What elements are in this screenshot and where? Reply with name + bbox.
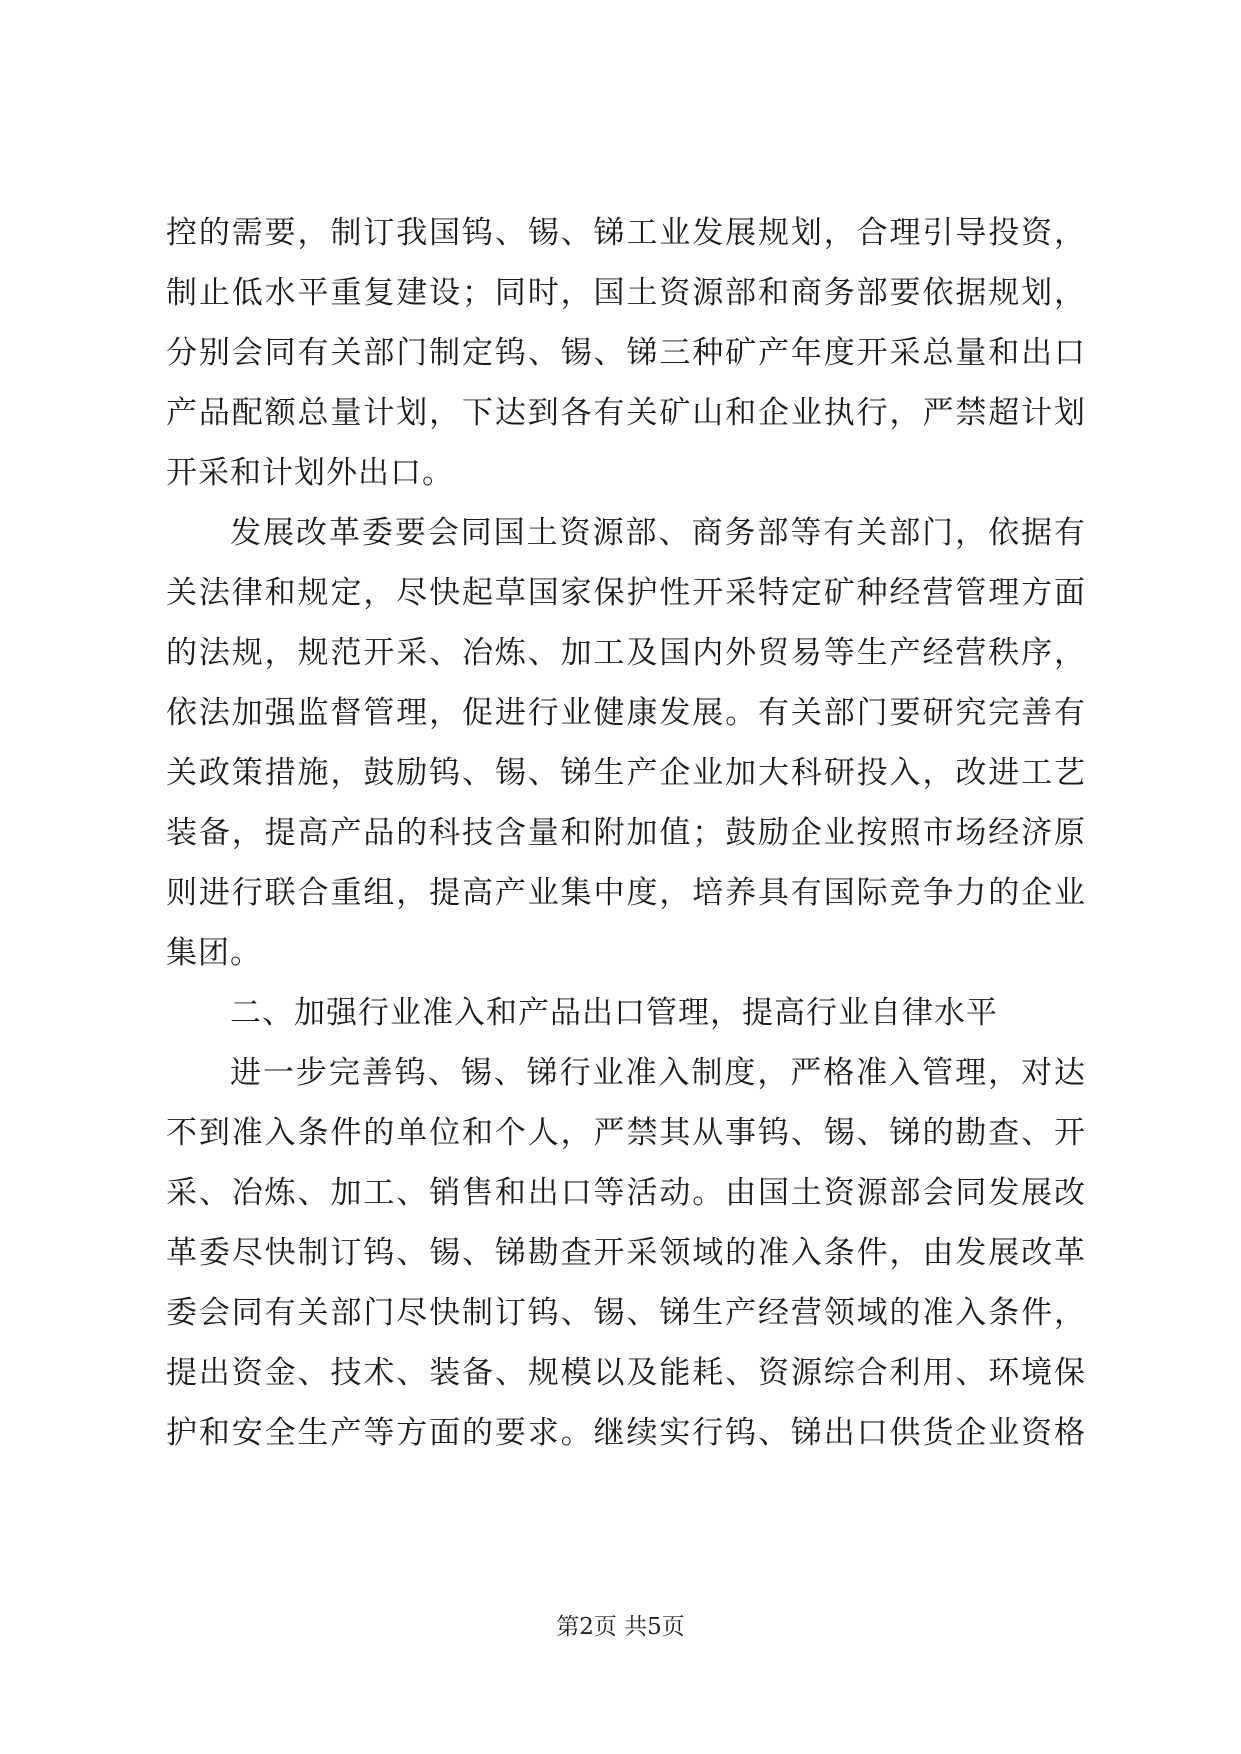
text-line: 护和安全生产等方面的要求。继续实行钨、锑出口供货企业资格 [166, 1415, 1086, 1451]
text-line: 委会同有关部门尽快制订钨、锡、锑生产经营领域的准入条件， [166, 1295, 1086, 1331]
document-body [166, 203, 1086, 1463]
text-line: 产品配额总量计划，下达到各有关矿山和企业执行，严禁超计划 [166, 395, 1086, 431]
page-number-footer: 第2页 共5页 [556, 1614, 685, 1640]
text-line: 装备，提高产品的科技含量和附加值；鼓励企业按照市场经济原 [166, 815, 1086, 851]
text-line: 关法律和规定，尽快起草国家保护性开采特定矿种经营管理方面 [166, 575, 1086, 611]
text-line: 则进行联合重组，提高产业集中度，培养具有国际竞争力的企业 [166, 875, 1086, 911]
text-line: 依法加强监督管理，促进行业健康发展。有关部门要研究完善有 [166, 695, 1086, 731]
section-heading: 二、加强行业准入和产品出口管理，提高行业自律水平 [230, 995, 998, 1031]
text-line: 不到准入条件的单位和个人，严禁其从事钨、锡、锑的勘查、开 [166, 1115, 1086, 1151]
text-line: 分别会同有关部门制定钨、锡、锑三种矿产年度开采总量和出口 [166, 335, 1086, 371]
text-line: 关政策措施，鼓励钨、锡、锑生产企业加大科研投入，改进工艺 [166, 755, 1086, 791]
text-line: 发展改革委要会同国土资源部、商务部等有关部门，依据有 [230, 515, 1086, 551]
text-line: 提出资金、技术、装备、规模以及能耗、资源综合利用、环境保 [166, 1355, 1086, 1391]
text-line: 集团。 [166, 935, 262, 971]
text-line: 开采和计划外出口。 [166, 455, 454, 491]
text-line: 革委尽快制订钨、锡、锑勘查开采领域的准入条件，由发展改革 [166, 1235, 1086, 1271]
text-line: 控的需要，制订我国钨、锡、锑工业发展规划，合理引导投资， [166, 215, 1086, 251]
text-line: 制止低水平重复建设；同时，国土资源部和商务部要依据规划， [166, 275, 1086, 311]
text-line: 进一步完善钨、锡、锑行业准入制度，严格准入管理，对达 [230, 1055, 1086, 1091]
text-line: 采、冶炼、加工、销售和出口等活动。由国土资源部会同发展改 [166, 1175, 1086, 1211]
text-line: 的法规，规范开采、冶炼、加工及国内外贸易等生产经营秩序， [166, 635, 1086, 671]
